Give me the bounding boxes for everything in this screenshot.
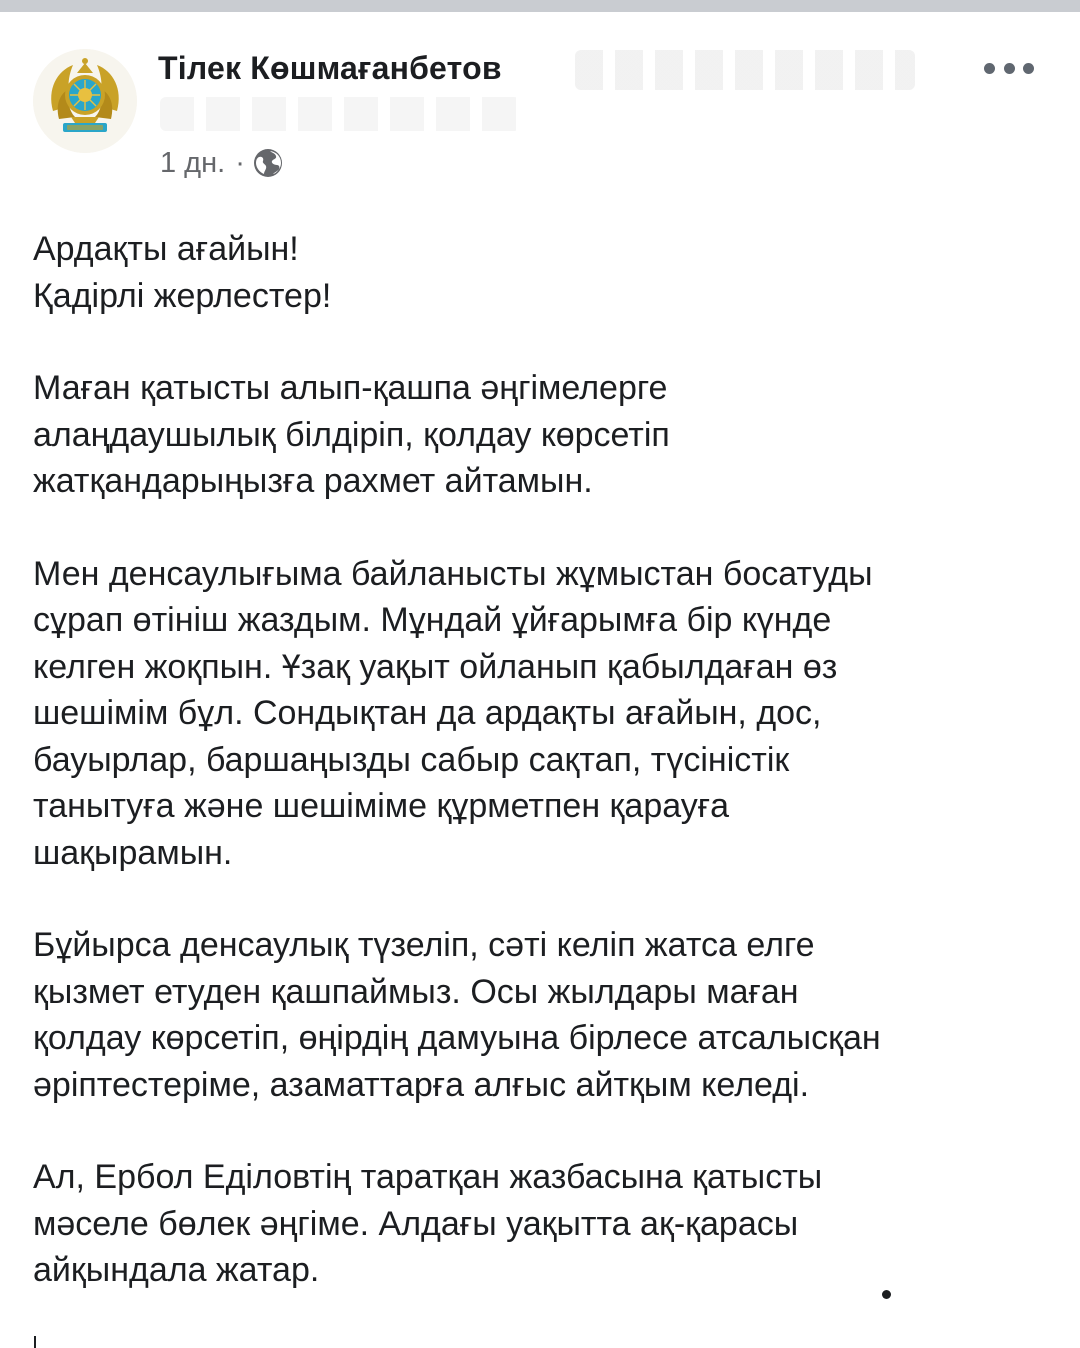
post-text	[33, 226, 1043, 1340]
edge-mark	[34, 1336, 36, 1348]
meta-separator: ·	[235, 146, 245, 179]
blurred-overlay	[160, 97, 520, 131]
post-paragraph: Ал, Ербол Еділовтің таратқан жазбасына қатысты мәселе бөлек әңгіме. Алдағы уақытта ақ-қарасы айқындала жатар.	[33, 1158, 823, 1289]
blurred-overlay	[575, 50, 915, 90]
author-name[interactable]: Тілек Көшмағанбетов	[158, 50, 502, 86]
top-strip	[0, 0, 1080, 12]
post-header	[0, 12, 1080, 197]
author-avatar[interactable]	[33, 49, 137, 153]
globe-icon[interactable]	[253, 148, 283, 178]
post-paragraph: Маған қатысты алып-қашпа әңгімелерге алаңдаушылық білдіріп, қолдау көрсетіп жатқандарыңызға рахмет айтамын.	[33, 369, 670, 500]
kazakhstan-emblem-icon	[33, 49, 137, 153]
post-paragraph: Мен денсаулығыма байланысты жұмыстан босатуды сұрап өтініш жаздым. Мұндай ұйғарымға бір күнде келген жоқпын. Ұзақ уақыт ойланып қабылдаған өз шешімім бұл. Сондықтан да ардақты ағайын, дос, бауырлар, баршаңызды сабыр сақтап, түсіністік танытуға және шешіміме құрметпен қарауға шақырамын.	[33, 554, 873, 872]
post-paragraph: Бұйырса денсаулық түзеліп, сәті келіп жатса елге қызмет етуден қашпаймыз. Осы жылдары маған қолдау көрсетіп, өңірдің дамуына бірлесе атсалысқан әріптестеріме, азаматтарға алғыс айтқым келеді.	[33, 926, 881, 1104]
post-meta	[160, 146, 283, 180]
more-options-icon[interactable]	[984, 56, 1034, 80]
post-time[interactable]: 1 дн.	[160, 146, 226, 179]
post-paragraph: Ардақты ағайын! Қадірлі жерлестер!	[33, 230, 332, 315]
touch-indicator-dot	[882, 1290, 891, 1299]
